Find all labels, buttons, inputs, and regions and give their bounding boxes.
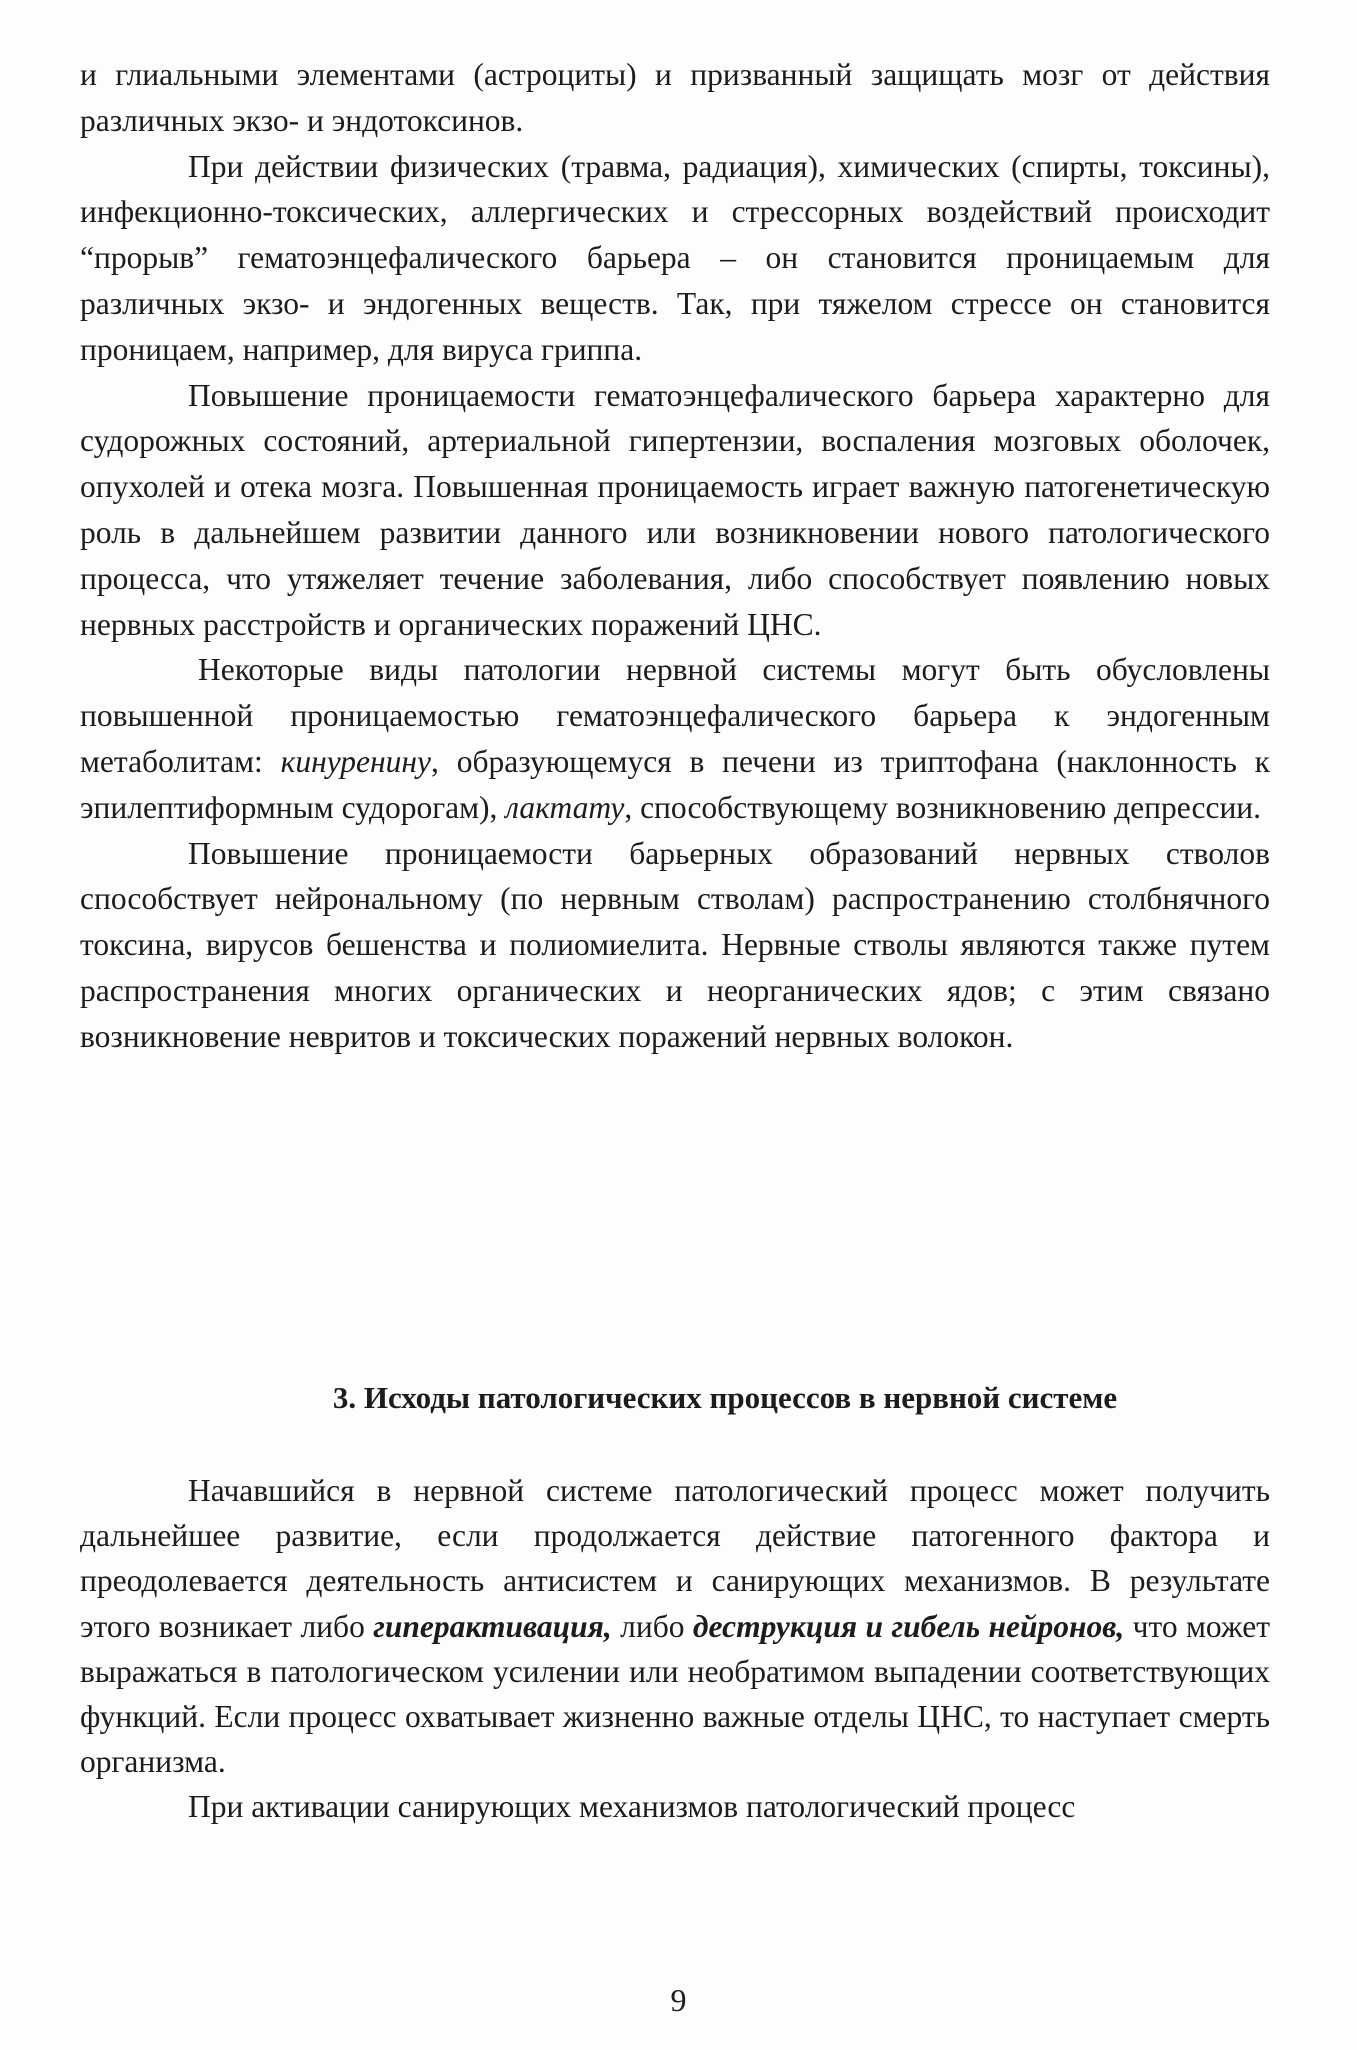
paragraph-continuation: и глиальными элементами (астроциты) и призванный защищать мозг от действия различных экзо- и эндотоксинов. bbox=[80, 57, 1270, 138]
paragraph-permeability: Повышение проницаемости гематоэнцефалического барьера характерно для судорожных состояний, артериальной гипертензии, воспаления мозговых оболочек, опухолей и отека мозга. Повышенная проницаемость играет важную патогенетическую роль в дальнейшем развитии данного или возникновении нового патологического процесса, что утяжеляет течение заболевания, либо способствует появлению новых нервных расстройств и органических поражений ЦНС. bbox=[80, 377, 1270, 642]
paragraph-outcomes-text-3: что может выражаться в патологическом усилении или необратимом выпадении соответствующих функций. Если процесс охватывает жизненно важные отделы ЦНС, то наступает смерть организма. bbox=[80, 1608, 1270, 1780]
section-heading: 3. Исходы патологических процессов в нервной системе bbox=[332, 1380, 1118, 1415]
paragraph-metabolites-text-3: , способствующему возникновению депрессии. bbox=[624, 789, 1262, 825]
paragraph-sanation: При активации санирующих механизмов патологический процесс bbox=[188, 1789, 1076, 1825]
term-kynurenine: кинуренину bbox=[280, 743, 432, 779]
term-destruction: деструкция и гибель нейронов, bbox=[692, 1608, 1125, 1644]
page-number: 9 bbox=[670, 1982, 687, 2018]
paragraph-metabolites-text-2: , образующемуся в печени из триптофана (наклонность к эпилептиформным судорогам), bbox=[80, 743, 1270, 825]
body-text-lower bbox=[80, 1468, 1270, 1830]
paragraph-nerve-trunks: Повышение проницаемости барьерных образований нервных стволов способствует нейрональному (по нервным стволам) распространению столбнячного токсина, вирусов бешенства и полиомиелита. Нервные стволы являются также путем распространения многих органических и неорганических ядов; с этим связано возникновение невритов и токсических поражений нервных волокон. bbox=[80, 835, 1270, 1054]
paragraph-barrier-breach: При действии физических (травма, радиация), химических (спирты, токсины), инфекционно-токсических, аллергических и стрессорных воздействий происходит “прорыв” гематоэнцефалического барьера – он становится проницаемым для различных экзо- и эндогенных веществ. Так, при тяжелом стрессе он становится проницаем, например, для вируса гриппа. bbox=[80, 148, 1270, 367]
paragraph-metabolites-text-1: Некоторые виды патологии нервной системы могут быть обусловлены повышенной проницаемостью гематоэнцефалического барьера к эндогенным метаболитам: bbox=[80, 652, 1270, 779]
term-lactate: лактату bbox=[505, 789, 625, 825]
term-hyperactivation: гиперактивация, bbox=[373, 1608, 612, 1644]
paragraph-outcomes-text-1: Начавшийся в нервной системе патологический процесс может получить дальнейшее развитие, если продолжается действие патогенного фактора и преодолевается деятельность антисистем и санирующих механизмов. В результате этого возникает либо bbox=[80, 1473, 1270, 1644]
paragraph-outcomes bbox=[80, 1468, 1270, 1784]
paragraph-outcomes-text-2: либо bbox=[611, 1608, 693, 1644]
body-text-upper bbox=[80, 52, 1270, 1060]
paragraph-metabolites bbox=[80, 647, 1270, 830]
